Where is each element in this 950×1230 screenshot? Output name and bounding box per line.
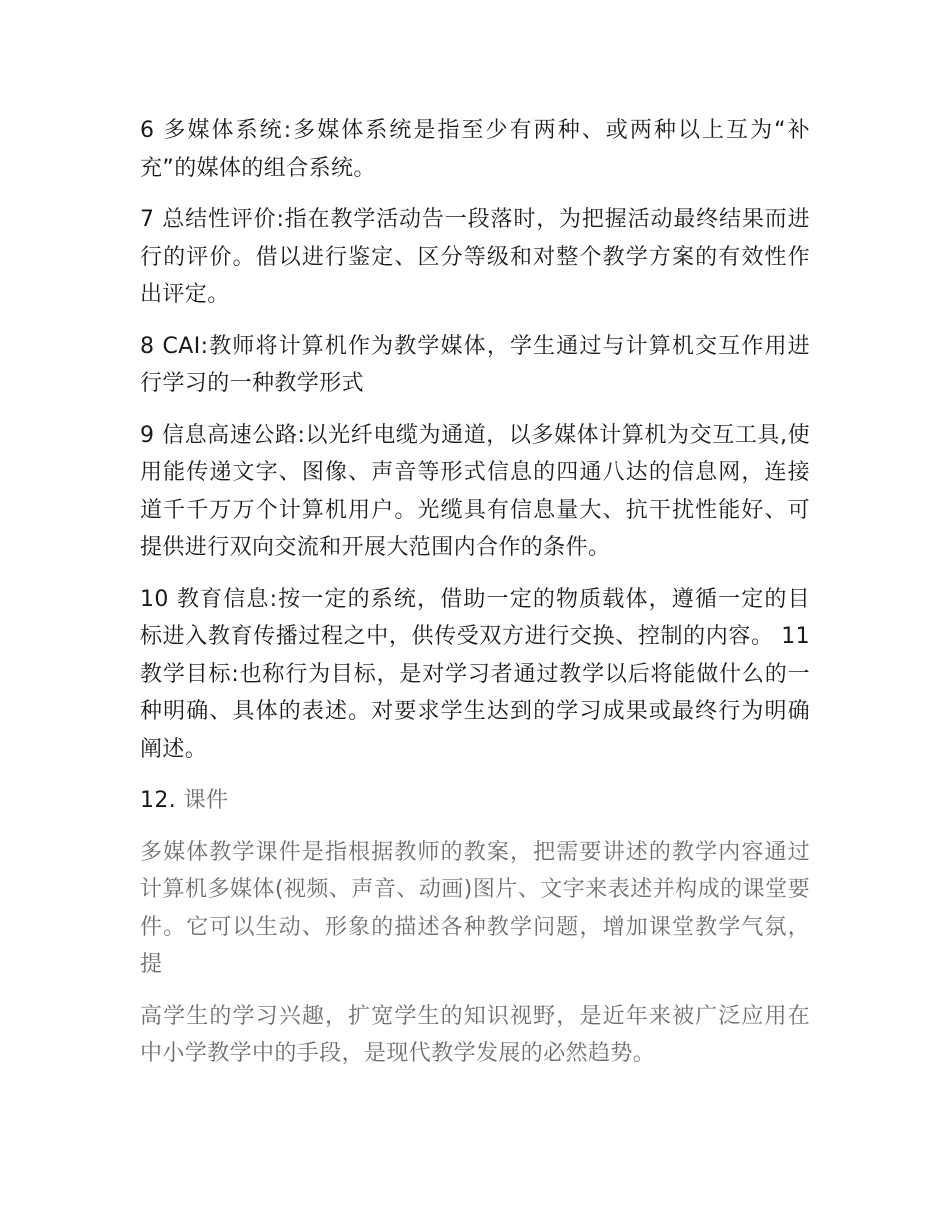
paragraph-multimedia-system: 6 多媒体系统:多媒体系统是指至少有两种、或两种以上互为“补充”的媒体的组合系统。 bbox=[140, 118, 810, 181]
paragraph-courseware-2: 高学生的学习兴趣，扩宽学生的知识视野，是近年来被广泛应用在中小学教学中的手段，是现代教学发展的必然趋势。 bbox=[140, 1003, 810, 1066]
paragraph-education-information-and-goals: 10 教育信息:按一定的系统，借助一定的物质载体，遵循一定的目标进入教育传播过程之中，供传受双方进行交换、控制的内容。 11 教学目标:也称行为目标，是对学习者通过教学以后将能做什么的一种明确、具体的表述。对要求学生达到的学习成果或最终行为明确阐述。 bbox=[140, 586, 810, 762]
document-body bbox=[140, 112, 810, 1087]
section-12-title: 课件 bbox=[183, 788, 229, 813]
section-12-number: 12. bbox=[140, 788, 177, 813]
paragraph-courseware-1: 多媒体教学课件是指根据教师的教案，把需要讲述的教学内容通过计算机多媒体(视频、声音、动画)图片、文字来表述并构成的课堂要件。它可以生动、形象的描述各种教学问题，增加课堂教学气氛，提 bbox=[140, 839, 810, 977]
paragraph-information-highway: 9 信息高速公路:以光纤电缆为通道，以多媒体计算机为交互工具,使用能传递文字、图像、声音等形式信息的四通八达的信息网，连接道千千万万个计算机用户。光缆具有信息量大、抗干扰性能好、可提供进行双向交流和开展大范围内合作的条件。 bbox=[140, 422, 810, 560]
paragraph-cai: 8 CAI:教师将计算机作为教学媒体，学生通过与计算机交互作用进行学习的一种教学形式 bbox=[140, 333, 810, 396]
paragraph-summative-evaluation: 7 总结性评价:指在教学活动告一段落时，为把握活动最终结果而进行的评价。借以进行鉴定、区分等级和对整个教学方案的有效性作出评定。 bbox=[140, 207, 810, 307]
section-12-heading bbox=[140, 782, 810, 820]
